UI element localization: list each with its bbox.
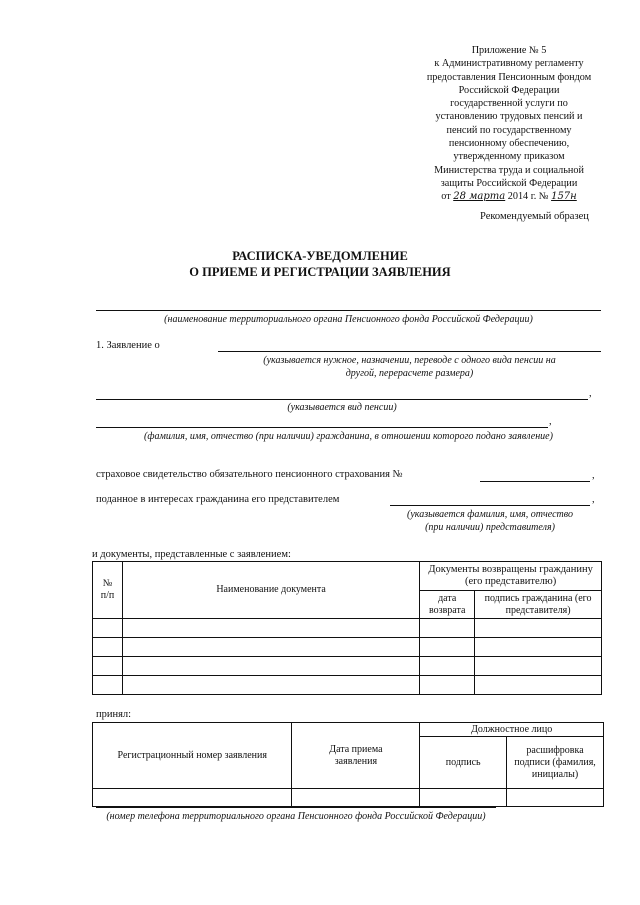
cell[interactable] <box>122 638 419 657</box>
cell[interactable] <box>420 657 475 676</box>
handwritten-number: 157н <box>551 191 577 203</box>
appendix-line: к Административному регламенту <box>434 58 584 70</box>
cell[interactable] <box>507 789 604 807</box>
documents-table <box>92 561 602 695</box>
citizen-line[interactable] <box>96 427 548 428</box>
header-official-signature: подпись <box>420 737 507 789</box>
pfr-body-caption: (наименование территориального органа Пенсионного фонда Российской Федерации) <box>164 314 533 325</box>
header-return-date: дата возврата <box>420 591 475 619</box>
cell[interactable] <box>122 676 419 695</box>
table-row <box>93 657 602 676</box>
header-num-2: п/п <box>100 590 115 601</box>
table-row <box>93 789 604 807</box>
appendix-line: Российской Федерации <box>458 84 560 96</box>
representative-caption-2: (при наличии) представителя) <box>425 522 555 533</box>
pfr-body-line[interactable] <box>96 310 601 311</box>
title-line-1: РАСПИСКА-УВЕДОМЛЕНИЕ <box>232 249 408 263</box>
cell[interactable] <box>93 657 123 676</box>
accepted-label: принял: <box>96 709 132 720</box>
appendix-line: утвержденному приказом <box>453 151 565 163</box>
header-returned: Документы возвращены гражданину (его представителю) <box>420 562 602 591</box>
header-citizen-signature: подпись гражданина (его представителя) <box>475 591 602 619</box>
appendix-line: предоставления Пенсионным фондом <box>426 71 592 83</box>
phone-caption: (номер телефона территориального органа Пенсионного фонда Российской Федерации) <box>106 811 486 822</box>
citizen-caption: (фамилия, имя, отчество (при наличии) гражданина, в отношении которого подано заявление) <box>144 431 553 442</box>
pension-type-line[interactable] <box>96 399 588 400</box>
document-title <box>150 248 490 280</box>
table-row <box>93 619 602 638</box>
cell[interactable] <box>93 789 292 807</box>
representative-line[interactable] <box>390 505 590 506</box>
recommended-sample: Рекомендуемый образец <box>480 211 589 222</box>
header-num <box>93 562 123 619</box>
cell[interactable] <box>122 657 419 676</box>
comma: , <box>589 388 592 399</box>
date-prefix: от <box>441 191 451 203</box>
year-text: 2014 г. № <box>507 191 549 203</box>
table-row <box>93 638 602 657</box>
header-decoding: расшифровка подписи (фамилия, инициалы) <box>507 737 604 789</box>
cell[interactable] <box>420 619 475 638</box>
comma: , <box>549 416 552 427</box>
appendix-block <box>405 44 613 204</box>
appendix-line: защиты Российской Федерации <box>440 177 578 189</box>
comma: , <box>592 470 595 481</box>
header-official: Должностное лицо <box>420 723 604 737</box>
appendix-line: пенсий по государственному <box>446 124 572 136</box>
cell[interactable] <box>292 789 420 807</box>
representative-caption-1: (указывается фамилия, имя, отчество <box>407 509 573 520</box>
appendix-line: пенсионному обеспечению, <box>448 138 570 150</box>
header-num-1: № <box>102 578 113 589</box>
appendix-date-line <box>405 190 613 203</box>
cell[interactable] <box>475 619 602 638</box>
application-caption <box>218 354 601 380</box>
header-reg-number: Регистрационный номер заявления <box>93 723 292 789</box>
cell[interactable] <box>420 676 475 695</box>
representative-label: поданное в интересах гражданина его представителем <box>96 494 340 505</box>
header-doc-name: Наименование документа <box>122 562 419 619</box>
cell[interactable] <box>475 657 602 676</box>
table-row <box>93 676 602 695</box>
appendix-line: Приложение № 5 <box>471 45 547 56</box>
header-accept-date: Дата приема заявления <box>292 723 420 789</box>
documents-intro: и документы, представленные с заявлением: <box>92 549 291 560</box>
phone-line[interactable] <box>96 807 496 808</box>
handwritten-date: 28 марта <box>453 191 506 203</box>
appendix-line: Министерства труда и социальной <box>434 164 584 176</box>
cell[interactable] <box>475 638 602 657</box>
cell[interactable] <box>475 676 602 695</box>
application-label: 1. Заявление о <box>96 340 160 351</box>
insurance-number-line[interactable] <box>480 481 590 482</box>
title-line-2: О ПРИЕМЕ И РЕГИСТРАЦИИ ЗАЯВЛЕНИЯ <box>189 265 451 279</box>
application-line[interactable] <box>218 351 601 352</box>
cell[interactable] <box>420 789 507 807</box>
pension-type-caption: (указывается вид пенсии) <box>287 402 397 413</box>
accepted-table <box>92 722 604 807</box>
application-caption-1: (указывается нужное, назначении, переводе с одного вида пенсии на <box>263 355 556 366</box>
cell[interactable] <box>93 619 123 638</box>
appendix-line: государственной услуги по <box>450 98 568 110</box>
application-caption-2: другой, перерасчете размера) <box>345 368 474 379</box>
comma: , <box>592 494 595 505</box>
cell[interactable] <box>93 676 123 695</box>
cell[interactable] <box>93 638 123 657</box>
representative-caption <box>380 508 600 534</box>
cell[interactable] <box>420 638 475 657</box>
insurance-label: страховое свидетельство обязательного пенсионного страхования № <box>96 469 403 480</box>
appendix-line: установлению трудовых пенсий и <box>435 111 583 123</box>
cell[interactable] <box>122 619 419 638</box>
